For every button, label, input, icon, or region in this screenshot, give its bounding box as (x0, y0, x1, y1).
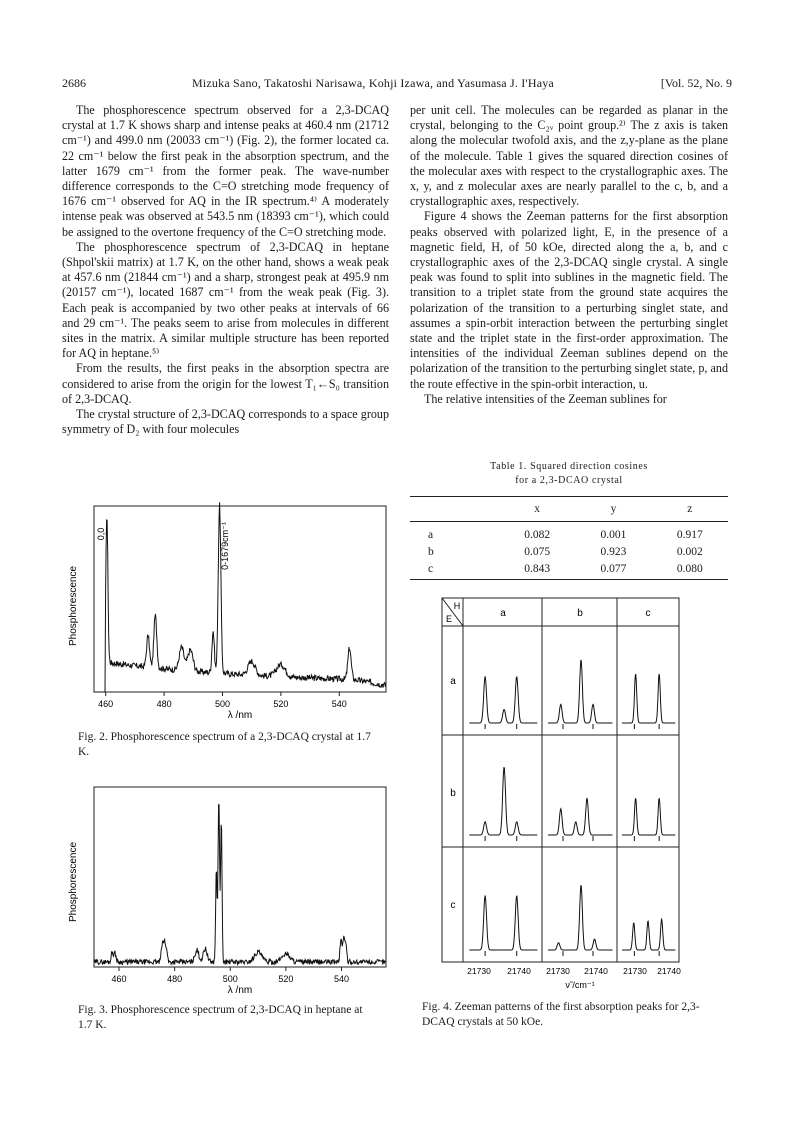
fig4-col-header-c: c (645, 608, 651, 619)
table-header: x (499, 497, 575, 522)
table-title-line: Table 1. Squared direction cosines (490, 461, 648, 472)
x-tick-label: 520 (273, 699, 289, 709)
fig2-annot-01679: 0-1679cm⁻¹ (220, 522, 230, 570)
table-cell: 0.002 (676, 545, 703, 558)
fig4-tick-label: 21740 (584, 966, 608, 976)
volume: [Vol. 52, No. 9 (660, 76, 732, 90)
fig2-caption: Fig. 2. Phosphorescence spectrum of a 2,3-DCAQ crystal at 1.7 K. (78, 731, 371, 758)
right-column (410, 103, 728, 407)
fig4-col-header-a: a (500, 608, 506, 619)
fig4-col-header-b: b (577, 608, 583, 619)
paragraph: The phosphorescence spectrum of 2,3-DCAQ in heptane (Shpol'skii matrix) at 1.7 K, on the other hand, shows a weak peak at 457.6 nm (21844 cm⁻¹) and a sharp, strongest peak at 495.9 nm (20157 cm⁻¹), located 1687 cm⁻¹ from the weak peak (Fig. 3). Each peak is accompanied by two other peaks at intervals of 66 and 29 cm⁻¹. The peaks seem to arise from molecules in different sites in the matrix. A similar multiple structure has been reported for AQ in heptane.⁵⁾ (62, 239, 389, 361)
zeeman-subline-trace (622, 919, 675, 950)
fig3-spectrum-line (94, 805, 386, 965)
zeeman-subline-trace (469, 676, 537, 723)
table-cell: 0.923 (600, 545, 627, 558)
fig2-annot-00: 0,0 (96, 527, 106, 541)
fig4-svg (442, 598, 692, 998)
x-tick-label: 520 (278, 974, 294, 984)
table-header: z (652, 497, 728, 522)
paragraph: From the results, the first peaks in the absorption spectra are considered to arise from the origin for the lowest T₁←S₀ transition of 2,3-DCAQ. (62, 361, 389, 406)
x-tick-label: 480 (156, 699, 172, 709)
table-header-row (410, 497, 728, 522)
x-tick-label: 500 (214, 699, 230, 709)
fig2-ylabel: Phosphorescence (68, 565, 79, 647)
figure-2 (62, 506, 392, 724)
x-tick-label: 480 (167, 974, 183, 984)
zeeman-subline-trace (622, 674, 675, 723)
row-label: a (428, 528, 434, 541)
fig3-caption: Fig. 3. Phosphorescence spectrum of 2,3-DCAQ in heptane at 1.7 K. (78, 1004, 363, 1031)
fig2-frame (94, 506, 386, 692)
table-title (410, 460, 728, 488)
fig3-svg (62, 787, 392, 997)
fig2-xlabel: λ /nm (227, 710, 253, 721)
authors: Mizuka Sano, Takatoshi Narisawa, Kohji Izawa, and Yasumasa J. I'Haya (192, 76, 554, 90)
table-row (410, 522, 728, 544)
table-row (410, 543, 728, 560)
left-column (62, 103, 389, 437)
fig4-corner-h: H (453, 601, 461, 611)
x-tick-label: 460 (98, 699, 114, 709)
fig4-xlabel: ν̃ /cm⁻¹ (565, 980, 595, 990)
zeeman-subline-trace (548, 799, 613, 835)
fig4-row-header-b: b (450, 788, 456, 799)
fig3-frame (94, 787, 386, 967)
fig4-tick-label: 21740 (507, 966, 531, 976)
x-tick-label: 540 (333, 974, 350, 984)
table-cell: 0.075 (524, 545, 551, 558)
fig2-spectrum-line (94, 502, 386, 692)
fig3-ylabel: Phosphorescence (68, 841, 79, 923)
x-tick-label: 460 (111, 974, 127, 984)
paragraph: Figure 4 shows the Zeeman patterns for the first absorption peaks observed with polarized light, E, in the presence of a magnetic field, H, of 50 kOe, directed along the a, b, and c crystallographic axes of the 2,3-DCAQ single crystal. A single peak was found to split into sublines in the magnetic field. The transition to a triplet state from the ground state acquires the polarization of the transition to a perturbing singlet state, and assumes a spin-orbit interaction between the perturbing singlet state and the triplet state in the first-order approximation. The intensities of the individual Zeeman sublines depend on the polarization of the transition to the perturbing singlet state, p, and the route effective in the spin-orbit interaction, u. (410, 209, 728, 391)
fig4-tick-label: 21730 (623, 966, 647, 976)
fig4-row-header-a: a (450, 676, 456, 687)
fig4-frame (442, 598, 679, 962)
figure-4 (442, 598, 692, 998)
table-cell: 0.001 (600, 528, 627, 541)
direction-cosine-table (410, 496, 728, 580)
table-header (410, 497, 499, 522)
fig4-row-header-c: c (450, 900, 456, 911)
table-title-line: for a 2,3-DCAO crystal (515, 475, 623, 486)
row-label: c (410, 560, 499, 580)
zeeman-subline-trace (469, 895, 537, 950)
x-tick-label: 500 (222, 974, 238, 984)
paragraph: The crystal structure of 2,3-DCAQ corresponds to a space group symmetry of D₂ with four molecules (62, 407, 389, 437)
table-cell: 0.082 (524, 528, 551, 541)
fig4-tick-label: 21730 (546, 966, 570, 976)
paragraph: The relative intensities of the Zeeman sublines for (424, 391, 667, 406)
x-tick-label: 540 (331, 699, 347, 709)
fig3-xlabel: λ /nm (227, 985, 253, 996)
row-label: b (428, 545, 434, 558)
table-header: y (575, 497, 651, 522)
fig2-svg (62, 506, 392, 724)
page-number: 2686 (62, 76, 86, 90)
zeeman-subline-trace (469, 767, 537, 835)
table-cell: 0.917 (676, 528, 703, 541)
fig4-corner-e: E (445, 614, 453, 624)
table-cell: 0.077 (575, 560, 651, 580)
zeeman-subline-trace (548, 885, 613, 950)
running-header (62, 76, 732, 92)
fig4-tick-label: 21740 (657, 966, 681, 976)
fig3-ticks (112, 967, 350, 984)
table-row (410, 560, 728, 580)
fig4-caption: Fig. 4. Zeeman patterns of the first absorption peaks for 2,3-DCAQ crystals at 50 kOe. (422, 1001, 700, 1028)
paragraph: per unit cell. The molecules can be regarded as planar in the crystal, belonging to the C₂ᵥ point group.²⁾ The z axis is taken along the molecular twofold axis, and the z,y-plane as the plane of the molecule. Table 1 gives the squared direction cosines of the molecular axes with respect to the crystallographic axes. The x, y, and z molecular axes are nearly parallel to the c, b, and a crystallographic axes, respectively. (410, 103, 728, 209)
table-cell: 0.080 (652, 560, 728, 580)
table-cell: 0.843 (499, 560, 575, 580)
figure-3 (62, 787, 392, 997)
zeeman-subline-trace (548, 660, 613, 723)
zeeman-subline-trace (622, 798, 675, 835)
fig4-tick-label: 21730 (467, 966, 491, 976)
fig2-ticks (98, 692, 347, 709)
fig4-zeeman-cells (469, 660, 675, 956)
paragraph: The phosphorescence spectrum observed for a 2,3-DCAQ crystal at 1.7 K shows sharp and intense peaks at 460.4 nm (21712 cm⁻¹) and 499.0 nm (20033 cm⁻¹) (Fig. 2), the former located ca. 22 cm⁻¹ below the first peak in the absorption spectrum, and the latter 1679 cm⁻¹ from the former peak. The wave-number difference corresponds to the C=O stretching mode frequency of 1676 cm⁻¹ observed for AQ in the IR spectrum.⁴⁾ A moderately intense peak was observed at 543.5 nm (18393 cm⁻¹), which could be assigned to the overtone frequency of the C=O stretching mode. (62, 103, 389, 239)
